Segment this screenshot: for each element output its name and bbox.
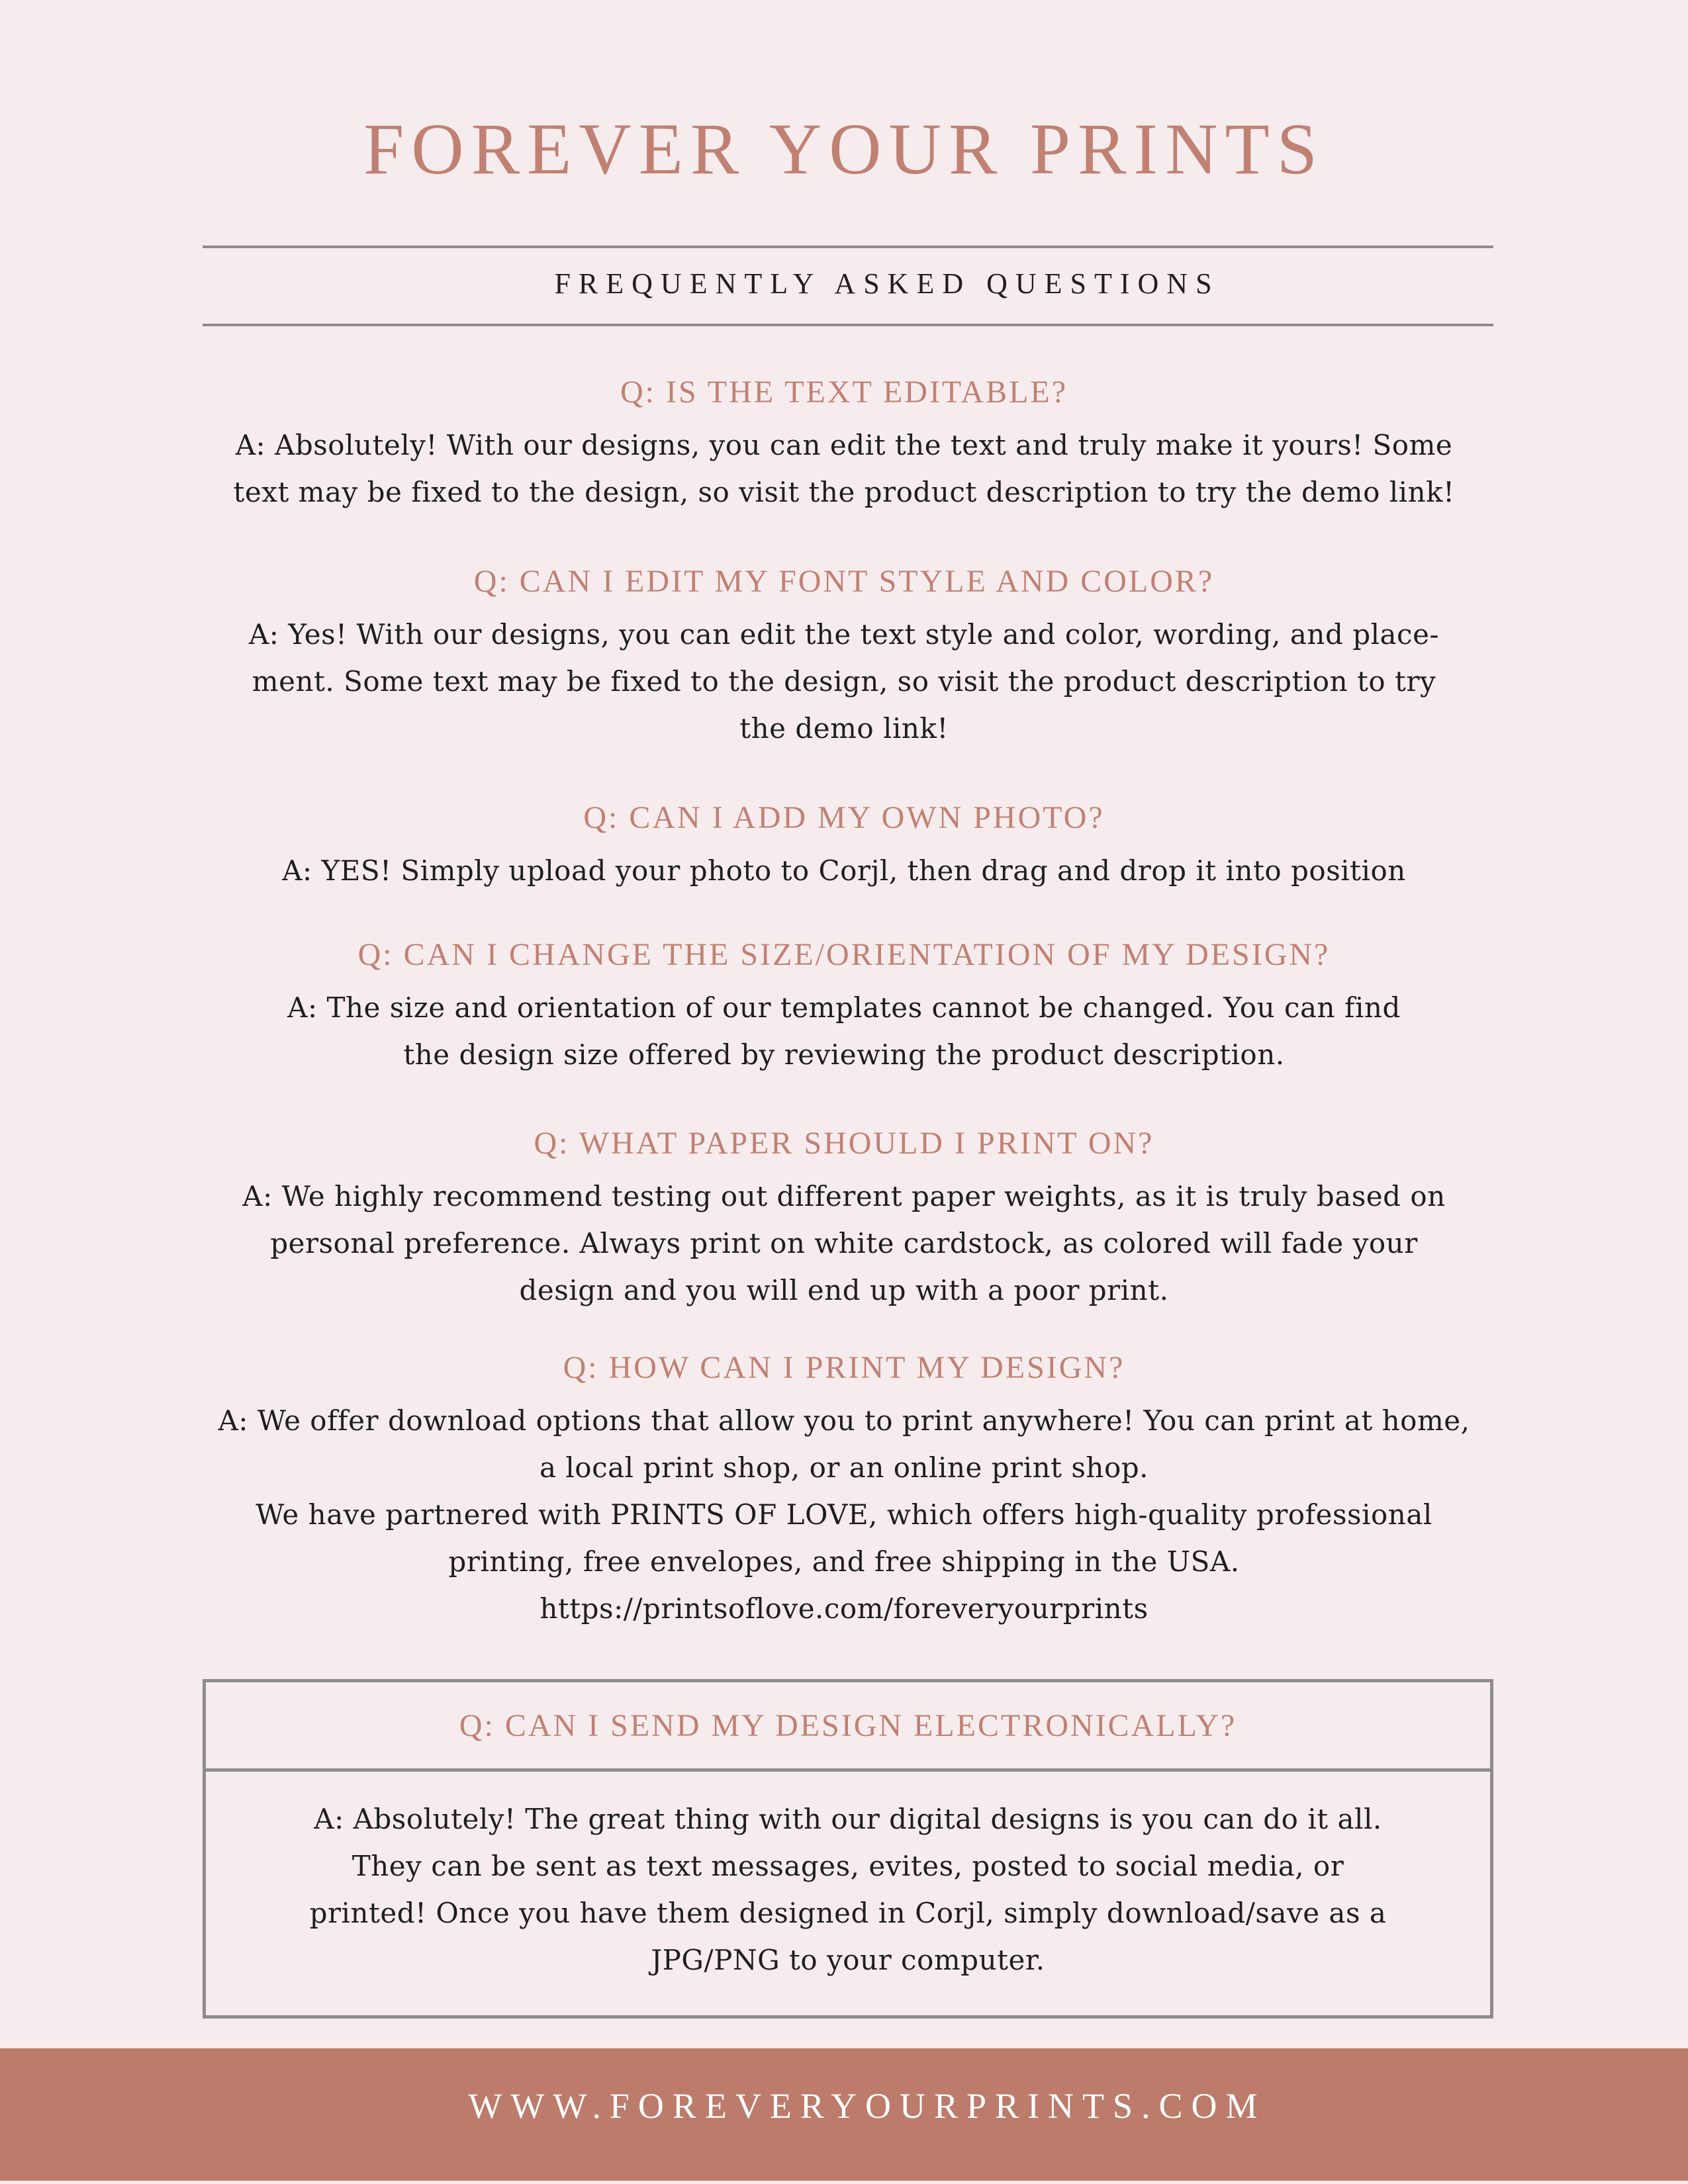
header-rule-bottom [203,324,1493,326]
faq-answer-line: a local print shop, or an online print shop. [539,1451,1149,1484]
faq-question: Q: WHAT PAPER SHOULD I PRINT ON? [534,1126,1154,1161]
footer-url: WWW.FOREVERYOURPRINTS.COM [468,2086,1266,2126]
faq-answer-line: A: The size and orientation of our templates cannot be changed. You can find [287,991,1401,1024]
faq-question: Q: CAN I CHANGE THE SIZE/ORIENTATION OF MY DESIGN? [357,937,1331,972]
faq-answer-line: the design size offered by reviewing the product description. [403,1038,1285,1071]
boxed-faq-answer [206,1772,1490,2015]
faq-answer-line: ment. Some text may be fixed to the design, so visit the product description to try [252,665,1436,698]
faq-question: Q: HOW CAN I PRINT MY DESIGN? [563,1350,1125,1385]
faq-answer-line: A: Absolutely! With our designs, you can edit the text and truly make it yours! Some [235,429,1453,461]
faq-section-own-photo [0,798,1688,894]
faq-section-size-orientation [0,935,1688,1078]
faq-answer-line: printed! Once you have them designed in Corjl, simply download/save as a [309,1897,1387,1929]
faq-answer-line: personal preference. Always print on white cardstock, as colored will fade your [270,1227,1418,1259]
page-title: FOREVER YOUR PRINTS [363,109,1325,189]
faq-question: Q: CAN I ADD MY OWN PHOTO? [583,800,1105,835]
faq-question: Q: IS THE TEXT EDITABLE? [620,375,1068,410]
faq-answer-line: We have partnered with PRINTS OF LOVE, which offers high-quality professional [256,1498,1432,1531]
faq-answer-line faq-url-line: https://printsoflove.com/foreveryourprints [539,1592,1149,1625]
faq-answer-line: They can be sent as text messages, evites, posted to social media, or [352,1850,1344,1882]
faq-section-font-style-color [0,562,1688,752]
faq-section-print-design [0,1348,1688,1632]
faq-answer-line: A: We highly recommend testing out different paper weights, as it is truly based on [242,1180,1446,1212]
faq-answer-line: A: We offer download options that allow you to print anywhere! You can print at home, [218,1404,1470,1437]
faq-answer-line: printing, free envelopes, and free shipping in the USA. [448,1545,1240,1578]
faq-answer-line: A: YES! Simply upload your photo to Corjl, then drag and drop it into position [282,854,1406,887]
faq-section-paper [0,1124,1688,1314]
boxed-faq-header [206,1682,1490,1772]
faq-answer-line: the demo link! [739,712,949,745]
boxed-faq-question: Q: CAN I SEND MY DESIGN ELECTRONICALLY? [459,1708,1237,1743]
boxed-faq-send-electronically [203,1679,1493,2019]
page-subtitle: FREQUENTLY ASKED QUESTIONS [554,267,1220,300]
faq-question: Q: CAN I EDIT MY FONT STYLE AND COLOR? [473,564,1215,599]
faq-answer-line: A: Absolutely! The great thing with our digital designs is you can do it all. [314,1803,1382,1835]
faq-answer-line: JPG/PNG to your computer. [651,1944,1045,1976]
faq-answer-line: A: Yes! With our designs, you can edit the text style and color, wording, and place- [248,618,1440,651]
footer-bar [0,2048,1688,2181]
faq-answer-line: design and you will end up with a poor print. [519,1274,1169,1306]
header-rule-top [203,246,1493,248]
faq-answer-line: text may be fixed to the design, so visit the product description to try the demo link! [233,476,1455,508]
faq-section-text-editable [0,373,1688,516]
